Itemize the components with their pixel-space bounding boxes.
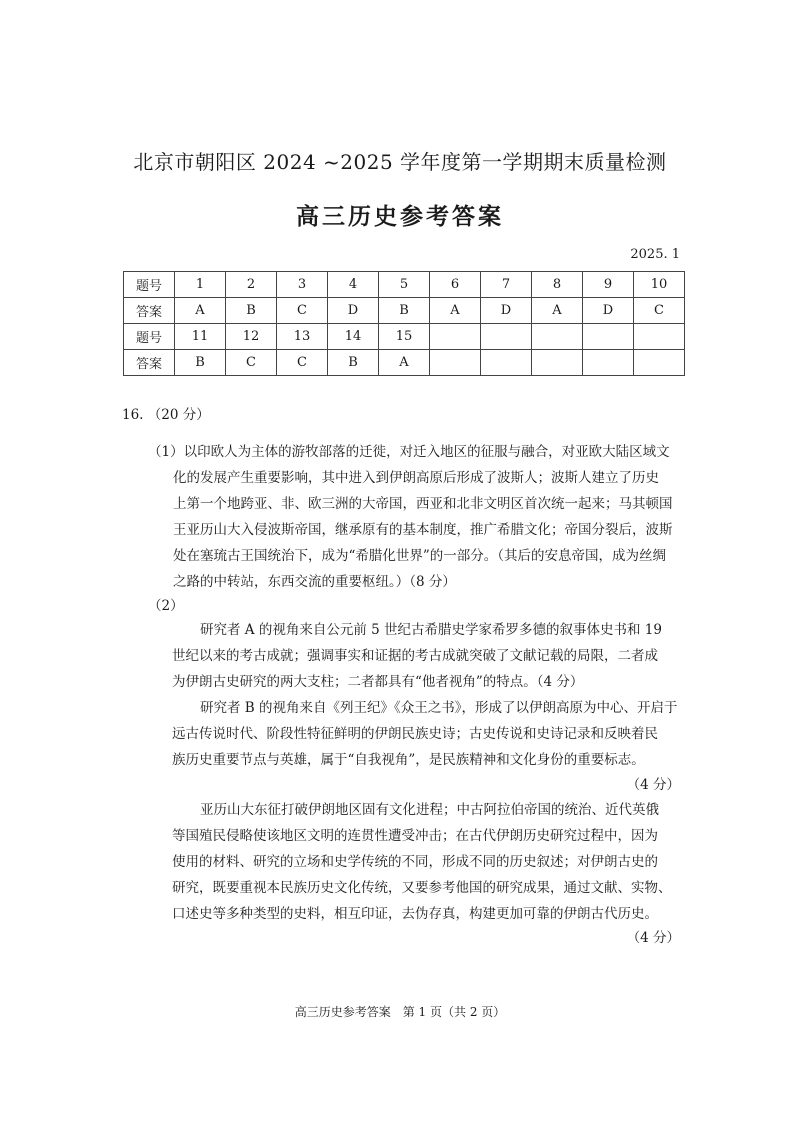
table-row [124,272,685,298]
page-footer: 高三历史参考答案 第 1 页（共 2 页） [294,1005,506,1019]
table-row [124,350,685,376]
table-cell: 8 [532,272,583,298]
table-cell: C [277,298,328,324]
text-line: 世纪以来的考古成就；强调事实和证据的考古成就突破了文献记载的局限，二者成 [172,648,658,664]
researcher-a-paragraph [150,617,662,695]
table-cell [481,350,532,376]
document-date: 2025. 1 [630,247,680,262]
table-cell: 1 [175,272,226,298]
table-cell: 2 [226,272,277,298]
text-line: 口述史等多种类型的史料，相互印证，去伪存真，构建更加可靠的伊朗古代历史。 [172,906,658,922]
table-cell: 13 [277,324,328,350]
table-cell: C [226,350,277,376]
table-cell [430,324,481,350]
text-line: 处在塞琉古王国统治下，成为“希腊化世界”的一部分。（其后的安息帝国，成为丝绸 [173,548,667,564]
table-cell [634,324,685,350]
table-cell: 题号 [124,324,175,350]
researcher-b-paragraph [150,695,678,773]
answer-table [123,271,685,376]
table-cell: 4 [328,272,379,298]
table-cell: 题号 [124,272,175,298]
table-cell: D [583,298,634,324]
score-label: （4 分） [626,777,680,793]
table-cell [532,324,583,350]
table-cell: 6 [430,272,481,298]
table-cell: 14 [328,324,379,350]
table-cell [430,350,481,376]
text-line: 王亚历山大入侵波斯帝国，继承原有的基本制度，推广希腊文化；帝国分裂后，波斯 [173,522,673,538]
conclusion-paragraph [150,797,672,927]
table-cell: B [226,298,277,324]
table-row [124,324,685,350]
text-line: （1）以印欧人为主体的游牧部落的迁徙，对迁入地区的征服与融合，对亚欧大陆区域文 [148,444,670,460]
score-label: （4 分） [626,930,680,946]
text-line: 远古传说时代、阶段性特征鲜明的伊朗民族史诗；古史传说和史诗记录和反映着民 [172,726,658,742]
table-cell: B [175,350,226,376]
text-line: 使用的材料、研究的立场和史学传统的不同，形成不同的历史叙述；对伊朗古史的 [172,854,658,870]
text-line: 族历史重要节点与英雄，属于“自我视角”，是民族精神和文化身份的重要标志。 [172,752,645,768]
table-cell [481,324,532,350]
text-line: 研究者 A 的视角来自公元前 5 世纪古希腊史学家希罗多德的叙事体史书和 19 [200,622,662,638]
table-cell: B [328,350,379,376]
text-line: 之路的中转站，东西交流的重要枢纽。）（8 分） [173,574,456,590]
table-cell [583,324,634,350]
text-line: 等国殖民侵略使该地区文明的连贯性遭受冲击；在古代伊朗历史研究过程中，因为 [172,828,658,844]
table-cell [532,350,583,376]
text-line: 上第一个地跨亚、非、欧三洲的大帝国，西亚和北非文明区首次统一起来；马其顿国 [173,496,673,512]
question-16-heading: 16. （20 分） [122,407,210,423]
table-cell: D [328,298,379,324]
table-cell: 答案 [124,350,175,376]
table-cell: C [634,298,685,324]
table-cell: A [379,350,430,376]
table-cell: D [481,298,532,324]
q16-part1-answer [148,439,678,595]
table-cell [583,350,634,376]
table-cell: 15 [379,324,430,350]
text-line: 研究，既要重视本民族历史文化传统，又要参考他国的研究成果，通过文献、实物、 [172,880,672,896]
table-cell: 3 [277,272,328,298]
text-line: 研究者 B 的视角来自《列王纪》《众王之书》，形成了以伊朗高原为中心、开启于 [200,700,678,716]
table-cell: 11 [175,324,226,350]
document-subtitle: 高三历史参考答案 [296,203,504,230]
text-line: 亚历山大东征打破伊朗地区固有文化进程；中古阿拉伯帝国的统治、近代英俄 [200,802,659,818]
table-cell: 12 [226,324,277,350]
text-line: 为伊朗古史研究的两大支柱；二者都具有“他者视角”的特点。（4 分） [172,674,584,690]
table-cell: A [175,298,226,324]
table-row [124,298,685,324]
table-cell: B [379,298,430,324]
table-cell: 答案 [124,298,175,324]
table-cell: 5 [379,272,430,298]
table-cell: 7 [481,272,532,298]
table-cell: 9 [583,272,634,298]
table-cell [634,350,685,376]
text-line: 化的发展产生重要影响，其中进入到伊朗高原后形成了波斯人；波斯人建立了历史 [173,470,659,486]
document-title: 北京市朝阳区 2024 ~2025 学年度第一学期期末质量检测 [133,150,667,174]
table-cell: A [532,298,583,324]
table-cell: 10 [634,272,685,298]
table-cell: C [277,350,328,376]
q16-part2-label: （2） [148,598,184,614]
table-cell: A [430,298,481,324]
